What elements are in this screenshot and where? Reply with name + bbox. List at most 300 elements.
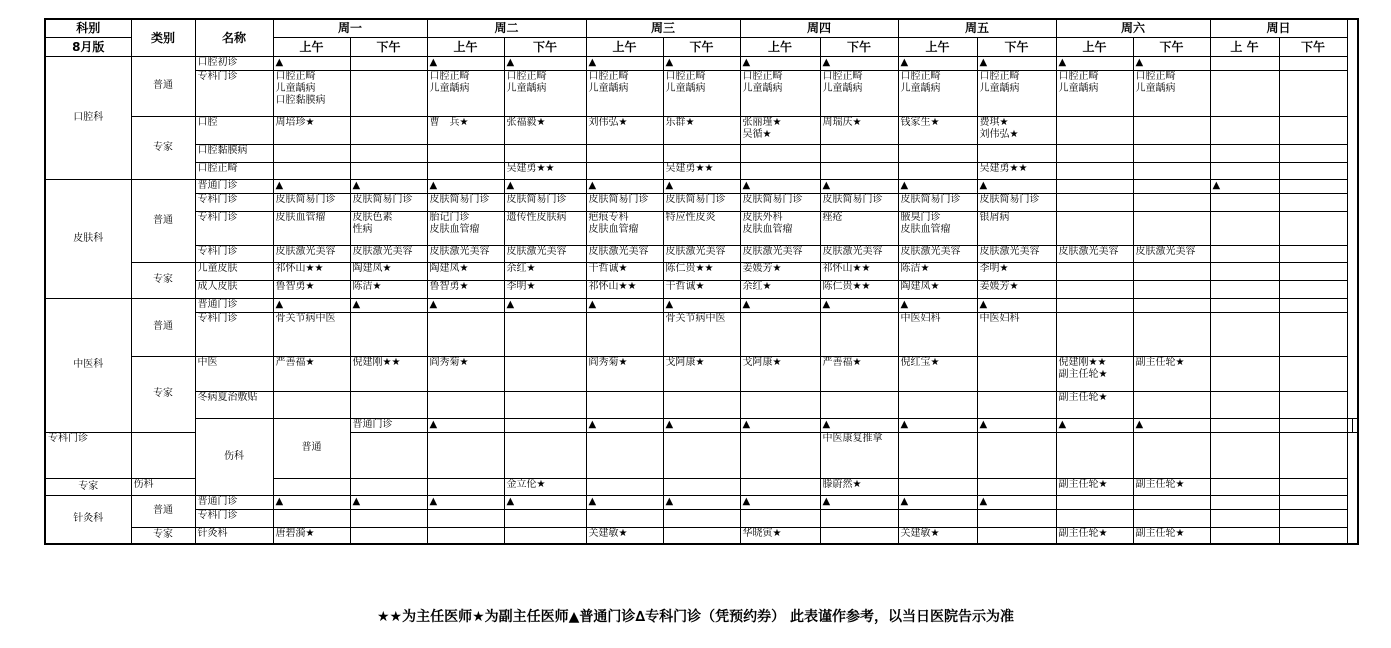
schedule-cell: ▲	[586, 179, 663, 193]
schedule-cell: 皮肤激光美容	[427, 245, 504, 262]
schedule-cell: 皮肤简易门诊	[820, 193, 898, 211]
schedule-cell: 严善福★	[820, 356, 898, 391]
schedule-cell	[586, 162, 663, 179]
day-header-mon: 周一	[273, 19, 427, 37]
category-cell: 专家	[131, 356, 195, 432]
schedule-cell	[1279, 509, 1347, 527]
category-cell: 普通	[131, 56, 195, 116]
schedule-cell	[1056, 432, 1133, 478]
table-row	[45, 418, 1358, 432]
schedule-cell	[1210, 391, 1279, 418]
day-header-sun: 周日	[1210, 19, 1347, 37]
header-row-days	[45, 19, 1358, 37]
schedule-cell	[586, 432, 663, 478]
schedule-cell: 张丽瑾★ 吴循★	[740, 116, 820, 144]
schedule-cell	[586, 509, 663, 527]
department-cell: 口腔科	[45, 56, 131, 179]
schedule-cell	[1279, 478, 1347, 495]
schedule-cell	[1210, 70, 1279, 116]
schedule-cell: ▲	[663, 56, 740, 70]
clinic-name-cell: 成人皮肤	[195, 280, 273, 298]
schedule-cell	[427, 478, 504, 495]
category-cell: 普通	[273, 418, 350, 478]
dept-header: 科别	[45, 19, 131, 37]
category-cell: 专家	[131, 262, 195, 298]
clinic-name-cell: 冬病夏治敷贴	[195, 391, 273, 418]
schedule-cell	[1210, 298, 1279, 312]
clinic-name-cell: 专科门诊	[195, 193, 273, 211]
schedule-cell: ▲	[1133, 56, 1210, 70]
schedule-cell: ▲	[504, 56, 586, 70]
schedule-cell	[1279, 70, 1347, 116]
schedule-cell	[427, 432, 504, 478]
schedule-cell: 祁怀山★★	[820, 262, 898, 280]
schedule-cell: ▲	[1056, 418, 1133, 432]
schedule-cell: 口腔正畸 儿童龋病	[663, 70, 740, 116]
schedule-cell	[1133, 391, 1210, 418]
schedule-cell	[740, 478, 820, 495]
schedule-cell: ▲	[586, 495, 663, 509]
schedule-cell: 干哲诚★	[586, 262, 663, 280]
schedule-cell: 余红★	[504, 262, 586, 280]
schedule-cell: 口腔正畸 儿童龋病	[977, 70, 1056, 116]
table-row	[45, 356, 1358, 391]
schedule-cell	[1056, 298, 1133, 312]
schedule-cell	[1210, 162, 1279, 179]
schedule-cell	[1133, 298, 1210, 312]
schedule-cell: 鲁智勇★	[273, 280, 350, 298]
schedule-cell: 姜媛芳★	[740, 262, 820, 280]
schedule-cell: 关建敏★	[586, 527, 663, 544]
schedule-cell	[586, 478, 663, 495]
schedule-cell: ▲	[586, 56, 663, 70]
schedule-cell: ▲	[977, 179, 1056, 193]
version-label: 8月版	[45, 37, 131, 56]
clinic-name-cell: 儿童皮肤	[195, 262, 273, 280]
schedule-cell: 皮肤简易门诊	[586, 193, 663, 211]
schedule-cell	[350, 432, 427, 478]
schedule-cell	[350, 70, 427, 116]
schedule-cell	[1056, 509, 1133, 527]
schedule-cell: 姜媛芳★	[977, 280, 1056, 298]
schedule-cell: 胎记门诊 皮肤血管瘤	[427, 211, 504, 245]
schedule-cell	[350, 312, 427, 356]
schedule-cell: ▲	[427, 56, 504, 70]
schedule-cell	[1056, 179, 1133, 193]
schedule-cell: 戈阿康★	[740, 356, 820, 391]
clinic-name-cell: 专科门诊	[195, 245, 273, 262]
clinic-name-cell: 中医	[195, 356, 273, 391]
category-cell: 专家	[131, 116, 195, 179]
category-cell: 专家	[131, 527, 195, 544]
schedule-cell	[1056, 495, 1133, 509]
am-header: 上午	[273, 37, 350, 56]
am-header: 上午	[586, 37, 663, 56]
schedule-cell	[1279, 432, 1347, 478]
schedule-cell	[740, 162, 820, 179]
clinic-name-cell: 普通门诊	[195, 495, 273, 509]
schedule-cell	[1279, 280, 1347, 298]
schedule-cell: 副主任轮★	[1056, 478, 1133, 495]
schedule-cell: 乐群★	[663, 116, 740, 144]
schedule-cell: 遗传性皮肤病	[504, 211, 586, 245]
category-cell: 普通	[131, 298, 195, 356]
schedule-cell	[1133, 495, 1210, 509]
clinic-schedule-table	[44, 18, 1359, 545]
schedule-cell: 皮肤简易门诊	[427, 193, 504, 211]
schedule-cell: 皮肤激光美容	[740, 245, 820, 262]
clinic-name-cell: 口腔	[195, 116, 273, 144]
schedule-cell: ▲	[350, 179, 427, 193]
schedule-cell	[586, 312, 663, 356]
schedule-cell: 皮肤激光美容	[898, 245, 977, 262]
schedule-cell: ▲	[273, 495, 350, 509]
am-header: 上午	[898, 37, 977, 56]
name-header: 名称	[195, 19, 273, 56]
schedule-cell	[1133, 262, 1210, 280]
schedule-cell	[1279, 245, 1347, 262]
schedule-cell: ▲	[898, 418, 977, 432]
legend-note: ★★为主任医师★为副主任医师▲普通门诊∆专科门诊（凭预约券） 此表谨作参考，以当日医院告示为准	[376, 609, 1015, 625]
category-header: 类别	[131, 19, 195, 56]
schedule-cell: 余红★	[740, 280, 820, 298]
schedule-cell: 皮肤激光美容	[273, 245, 350, 262]
day-header-sat: 周六	[1056, 19, 1210, 37]
department-cell: 中医科	[45, 298, 131, 432]
schedule-cell	[1210, 495, 1279, 509]
schedule-cell	[1210, 478, 1279, 495]
schedule-cell	[504, 418, 586, 432]
schedule-cell	[1133, 509, 1210, 527]
schedule-cell	[1133, 162, 1210, 179]
schedule-cell	[898, 391, 977, 418]
schedule-cell	[1279, 418, 1347, 432]
schedule-cell: 口腔正畸 儿童龋病	[427, 70, 504, 116]
schedule-cell: 口腔正畸 儿童龋病	[740, 70, 820, 116]
schedule-cell: 钱家生★	[898, 116, 977, 144]
schedule-cell	[1279, 527, 1347, 544]
schedule-cell	[273, 144, 350, 162]
schedule-cell: 倪建刚★★ 副主任轮★	[1056, 356, 1133, 391]
schedule-cell: 皮肤激光美容	[350, 245, 427, 262]
schedule-cell: 皮肤激光美容	[504, 245, 586, 262]
schedule-cell: ▲	[427, 298, 504, 312]
schedule-cell: 张福毅★	[504, 116, 586, 144]
table-row	[45, 245, 1358, 262]
schedule-cell: 皮肤激光美容	[820, 245, 898, 262]
schedule-cell	[820, 391, 898, 418]
table-row	[45, 193, 1358, 211]
table-row	[45, 280, 1358, 298]
am-header: 上 午	[1210, 37, 1279, 56]
schedule-cell	[1279, 193, 1347, 211]
table-row	[45, 262, 1358, 280]
schedule-cell	[427, 509, 504, 527]
schedule-cell	[898, 432, 977, 478]
schedule-cell	[898, 144, 977, 162]
schedule-cell: ▲	[820, 418, 898, 432]
schedule-cell: 口腔正畸 儿童龋病	[504, 70, 586, 116]
schedule-cell	[1133, 193, 1210, 211]
schedule-cell	[427, 391, 504, 418]
schedule-cell: 皮肤激光美容	[1133, 245, 1210, 262]
schedule-cell: 中医妇科	[977, 312, 1056, 356]
schedule-cell	[504, 527, 586, 544]
schedule-cell	[1210, 312, 1279, 356]
schedule-cell: 副主任轮★	[1056, 391, 1133, 418]
schedule-cell	[663, 478, 740, 495]
schedule-cell	[898, 478, 977, 495]
schedule-cell	[1352, 418, 1358, 432]
pm-header: 下午	[977, 37, 1056, 56]
schedule-cell: 刘伟弘★	[586, 116, 663, 144]
clinic-name-cell: 口腔黏膜病	[195, 144, 273, 162]
clinic-name-cell: 专科门诊	[195, 312, 273, 356]
schedule-cell: 腋臭门诊 皮肤血管瘤	[898, 211, 977, 245]
pm-header: 下午	[820, 37, 898, 56]
schedule-cell	[427, 162, 504, 179]
schedule-cell	[504, 312, 586, 356]
schedule-cell	[977, 478, 1056, 495]
schedule-cell	[663, 509, 740, 527]
table-row	[45, 495, 1358, 509]
schedule-cell	[820, 144, 898, 162]
schedule-cell	[977, 432, 1056, 478]
schedule-cell	[977, 391, 1056, 418]
schedule-cell	[977, 144, 1056, 162]
schedule-cell: 祁怀山★★	[586, 280, 663, 298]
schedule-cell	[350, 144, 427, 162]
schedule-cell: 倪建刚★★	[350, 356, 427, 391]
schedule-cell: 周培珍★	[273, 116, 350, 144]
schedule-cell	[1210, 418, 1279, 432]
schedule-cell: 李明★	[977, 262, 1056, 280]
schedule-cell	[1210, 509, 1279, 527]
schedule-cell	[1133, 312, 1210, 356]
schedule-cell: ▲	[977, 56, 1056, 70]
schedule-cell	[350, 56, 427, 70]
department-cell: 伤科	[195, 418, 273, 495]
category-cell: 专家	[45, 478, 131, 495]
schedule-cell	[427, 527, 504, 544]
table-row	[45, 391, 1358, 418]
schedule-cell	[740, 312, 820, 356]
schedule-cell: ▲	[820, 495, 898, 509]
schedule-cell: 阎秀菊★	[427, 356, 504, 391]
table-row	[45, 179, 1358, 193]
schedule-cell	[663, 391, 740, 418]
schedule-cell: 皮肤激光美容	[977, 245, 1056, 262]
schedule-cell: 副主任轮★	[1133, 478, 1210, 495]
schedule-cell	[1210, 144, 1279, 162]
clinic-name-cell: 针灸科	[195, 527, 273, 544]
schedule-cell: 阎秀菊★	[586, 356, 663, 391]
day-header-wed: 周三	[586, 19, 740, 37]
schedule-cell: ▲	[663, 495, 740, 509]
schedule-cell	[131, 432, 195, 478]
day-header-tue: 周二	[427, 19, 586, 37]
schedule-cell: ▲	[1133, 418, 1210, 432]
schedule-cell	[350, 527, 427, 544]
schedule-cell	[663, 432, 740, 478]
clinic-name-cell: 专科门诊	[45, 432, 131, 478]
schedule-cell: 中医康复推拿	[820, 432, 898, 478]
table-row	[45, 56, 1358, 70]
schedule-cell: 口腔正畸 儿童龋病	[586, 70, 663, 116]
schedule-cell: 皮肤激光美容	[586, 245, 663, 262]
schedule-cell	[273, 509, 350, 527]
am-header: 上午	[740, 37, 820, 56]
schedule-cell: 滕蔚然★	[820, 478, 898, 495]
schedule-cell	[1056, 262, 1133, 280]
schedule-cell: 陈仁贵★★	[663, 262, 740, 280]
schedule-cell: ▲	[273, 179, 350, 193]
schedule-cell: 口腔正畸 儿童龋病 口腔黏膜病	[273, 70, 350, 116]
schedule-cell: ▲	[740, 56, 820, 70]
category-cell: 普通	[131, 179, 195, 262]
schedule-cell: 干哲诚★	[663, 280, 740, 298]
pm-header: 下午	[1133, 37, 1210, 56]
schedule-cell: 特应性皮炎	[663, 211, 740, 245]
schedule-cell: 周瑞庆★	[820, 116, 898, 144]
schedule-cell	[1133, 280, 1210, 298]
schedule-cell: 皮肤简易门诊	[663, 193, 740, 211]
schedule-cell: ▲	[820, 56, 898, 70]
schedule-cell	[820, 527, 898, 544]
schedule-cell: ▲	[663, 298, 740, 312]
clinic-name-cell: 普通门诊	[195, 298, 273, 312]
schedule-cell: ▲	[504, 298, 586, 312]
schedule-cell	[663, 144, 740, 162]
schedule-cell: ▲	[898, 298, 977, 312]
schedule-cell: 皮肤简易门诊	[504, 193, 586, 211]
schedule-cell	[1133, 432, 1210, 478]
schedule-cell	[663, 527, 740, 544]
schedule-cell	[504, 356, 586, 391]
schedule-cell: ▲	[740, 179, 820, 193]
schedule-cell: 陶建凤★	[350, 262, 427, 280]
schedule-cell	[740, 391, 820, 418]
table-row	[45, 211, 1358, 245]
schedule-cell: 关建敏★	[898, 527, 977, 544]
table-row	[45, 509, 1358, 527]
table-row	[45, 70, 1358, 116]
schedule-cell: ▲	[504, 495, 586, 509]
schedule-cell	[350, 391, 427, 418]
day-header-thu: 周四	[740, 19, 898, 37]
department-cell: 针灸科	[45, 495, 131, 544]
table-row	[45, 116, 1358, 144]
schedule-cell	[586, 144, 663, 162]
schedule-cell	[427, 144, 504, 162]
schedule-cell: 皮肤简易门诊	[273, 193, 350, 211]
schedule-cell	[1279, 356, 1347, 391]
schedule-cell	[586, 391, 663, 418]
schedule-cell: ▲	[977, 298, 1056, 312]
schedule-cell: 戈阿康★	[663, 356, 740, 391]
clinic-name-cell: 口腔正畸	[195, 162, 273, 179]
clinic-name-cell: 专科门诊	[195, 211, 273, 245]
schedule-cell	[1056, 144, 1133, 162]
schedule-cell	[1210, 116, 1279, 144]
schedule-cell: 副主任轮★	[1133, 527, 1210, 544]
schedule-cell: ▲	[898, 495, 977, 509]
schedule-cell	[1279, 312, 1347, 356]
schedule-cell	[1210, 356, 1279, 391]
schedule-cell: 金立伦★	[504, 478, 586, 495]
schedule-cell	[1279, 211, 1347, 245]
schedule-cell	[504, 391, 586, 418]
schedule-cell: ▲	[586, 298, 663, 312]
schedule-cell: 骨关节病中医	[273, 312, 350, 356]
schedule-cell: ▲	[663, 418, 740, 432]
schedule-cell: 皮肤简易门诊	[740, 193, 820, 211]
clinic-name-cell: 口腔初诊	[195, 56, 273, 70]
schedule-cell	[350, 478, 427, 495]
schedule-cell: ▲	[1210, 179, 1279, 193]
schedule-cell	[1133, 179, 1210, 193]
pm-header: 下午	[1279, 37, 1347, 56]
schedule-cell	[350, 509, 427, 527]
day-header-fri: 周五	[898, 19, 1056, 37]
schedule-cell: ▲	[898, 56, 977, 70]
schedule-cell	[1210, 211, 1279, 245]
schedule-cell: 皮肤激光美容	[663, 245, 740, 262]
schedule-cell	[898, 162, 977, 179]
am-header: 上午	[427, 37, 504, 56]
schedule-cell: 口腔正畸 儿童龋病	[820, 70, 898, 116]
schedule-cell: 口腔正畸 儿童龋病	[1056, 70, 1133, 116]
schedule-cell: ▲	[273, 298, 350, 312]
schedule-cell: 皮肤外科 皮肤血管瘤	[740, 211, 820, 245]
schedule-body	[45, 56, 1358, 544]
schedule-cell: 副主任轮★	[1133, 356, 1210, 391]
schedule-cell	[1279, 391, 1347, 418]
schedule-cell: ▲	[427, 495, 504, 509]
schedule-cell: 陶建凤★	[898, 280, 977, 298]
schedule-cell: ▲	[350, 298, 427, 312]
schedule-cell: 费琪★ 刘伟弘★	[977, 116, 1056, 144]
table-row	[45, 312, 1358, 356]
schedule-cell	[820, 509, 898, 527]
schedule-cell	[977, 356, 1056, 391]
schedule-cell	[1279, 179, 1347, 193]
schedule-cell	[977, 527, 1056, 544]
schedule-cell	[1056, 312, 1133, 356]
schedule-cell	[1056, 280, 1133, 298]
schedule-cell	[350, 116, 427, 144]
schedule-cell	[273, 478, 350, 495]
table-row	[45, 162, 1358, 179]
schedule-cell	[1210, 432, 1279, 478]
schedule-cell: 痤疮	[820, 211, 898, 245]
schedule-cell: ▲	[273, 56, 350, 70]
schedule-cell	[350, 162, 427, 179]
schedule-cell	[1056, 116, 1133, 144]
schedule-cell	[898, 509, 977, 527]
pm-header: 下午	[350, 37, 427, 56]
pm-header: 下午	[663, 37, 740, 56]
schedule-cell: 口腔正畸 儿童龋病	[1133, 70, 1210, 116]
schedule-cell: 副主任轮★	[1056, 527, 1133, 544]
schedule-cell: 陈洁★	[898, 262, 977, 280]
schedule-cell	[1210, 280, 1279, 298]
schedule-cell	[1210, 262, 1279, 280]
schedule-cell: 口腔正畸 儿童龋病	[898, 70, 977, 116]
schedule-cell: ▲	[350, 495, 427, 509]
schedule-cell: 陈洁★	[350, 280, 427, 298]
schedule-cell	[740, 509, 820, 527]
